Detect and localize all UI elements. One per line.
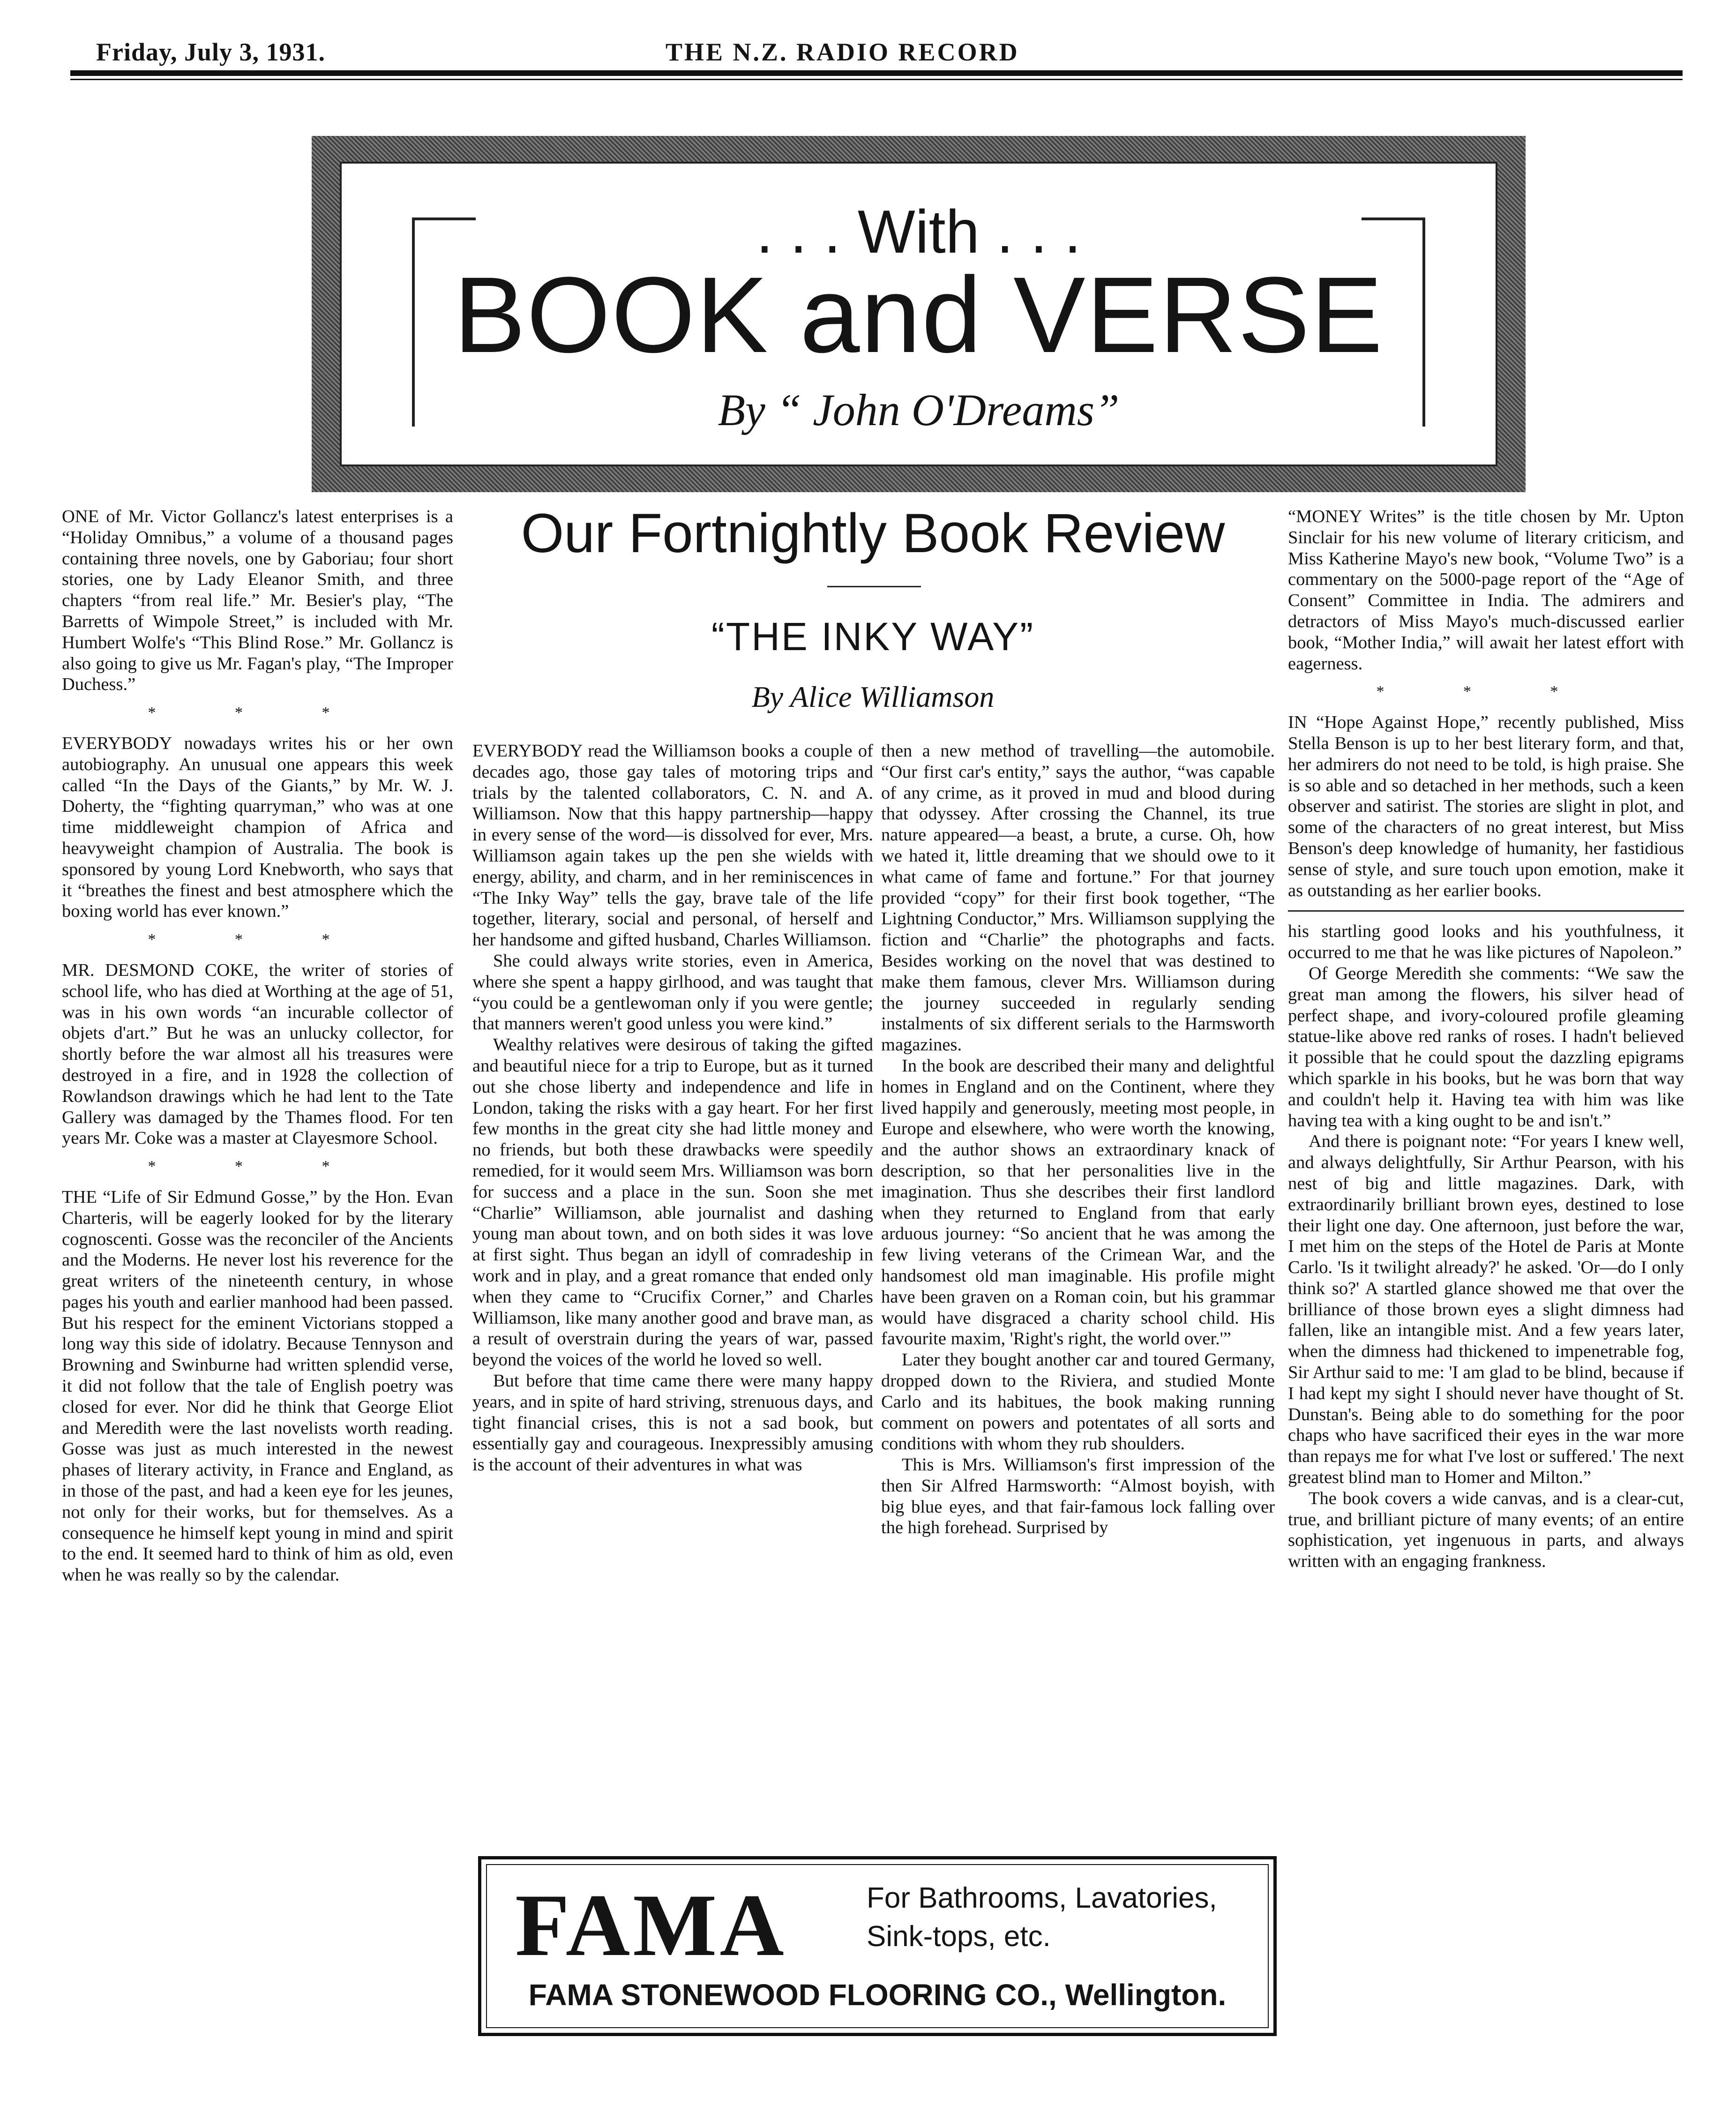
ad-company: FAMA STONEWOOD FLOORING CO., Wellington. (528, 1978, 1227, 2012)
col1-paragraph-1: ONE of Mr. Victor Gollancz's latest enterprises is a “Holiday Omnibus,” a volume of a thousand pages containing three novels, one by Gaboriau; four short stories, one by Lady Eleanor Smith, and three chapters “from real life.” Mr. Besier's play, “The Barretts of Wimpole Street,” is included with Mr. Humbert Wolfe's “This Blind Rose.” Mr. Gollancz is also going to give us Mr. Fagan's play, “The Improper Duchess.” (62, 507, 453, 695)
col3-paragraph-1: then a new method of travelling—the automobile. “Our first car's entity,” says the author, “was capable of any crime, as it proved in mud and blood during that odyssey. After crossing the Channel, its true nature appeared—a beast, a brute, a curse. Oh, how we hated it, little dreaming that we should owe to it what came of fame and fortune.” For that journey provided “copy” for their first book together, “The Lightning Conductor,” Mrs. Williamson supplying the fiction and “Charlie” the photographs and facts. Besides working on the novel that was destined to make them famous, clever Mrs. Williamson during the journey succeeded in regularly sending instalments of six different serials to the Harmsworth magazines. (881, 741, 1275, 1055)
ad-inner-frame (486, 1864, 1269, 2028)
column-2 (472, 741, 873, 1476)
col1-paragraph-3: MR. DESMOND COKE, the writer of stories of school life, who has died at Worthing at the age of 51, was in his own words “an incurable collector of objets d'art.” But he was an unlucky collector, for shortly before the war almost all his treasures were destroyed in a fire, and in 1928 the collection of Rowlandson drawings which he had lent to the Tate Gallery was damaged by the Thames flood. For ten years Mr. Coke was a master at Clayesmore School. (62, 960, 453, 1148)
col3-paragraph-2: In the book are described their many and delightful homes in England and on the Continent, where they lived happily and generously, meeting most people, in Europe and elsewhere, who were worth the knowing, and the author shows an extraordinary knack of description, so that her personalities live in the imagination. Thus she describes their first landlord when they returned to England from that early arduous journey: “So ancient that he was among the few living veterans of the Crimean War, and the handsomest old man imaginable. His profile might have been graven on a Roman coin, but his grammar would have disgraced a charity school child. His favourite maxim, 'Right's right, the world over.'” (881, 1056, 1275, 1349)
col4-paragraph-3: his startling good looks and his youthfulness, it occurred to me that he was like pictures of Napoleon.” (1288, 921, 1684, 963)
separator-stars: * * * (148, 704, 367, 722)
ad-tagline-line-1: For Bathrooms, Lavatories, (867, 1882, 1217, 1914)
review-author: By Alice Williamson (751, 680, 995, 713)
banner-with: . . . With . . . (756, 197, 1081, 266)
banner-title: BOOK and VERSE (454, 255, 1384, 375)
col3-paragraph-4: This is Mrs. Williamson's first impression of the then Sir Alfred Harmsworth: “Almost boyish, with big blue eyes, and that fair-famous lock falling over the high forehead. Surprised by (881, 1455, 1275, 1538)
col1-paragraph-2: EVERYBODY nowadays writes his or her own autobiography. An unusual one appears this week called “In the Days of the Giants,” by Mr. W. J. Doherty, the “fighting quarryman,” who was at one time middleweight champion of Africa and heavyweight champion of Australia. The book is sponsored by young Lord Knebworth, who says that it “breathes the finest and best atmosphere which the boxing world has ever known.” (62, 733, 453, 921)
col2-paragraph-2: She could always write stories, even in America, where she spent a happy girlhood, and was taught that “you could be a gentlewoman only if you were gentle; that manners weren't good unless you were kind.” (472, 951, 873, 1034)
column-4 (1288, 506, 1684, 1572)
newspaper-name: THE N.Z. RADIO RECORD (666, 38, 1019, 66)
col2-paragraph-3: Wealthy relatives were desirous of taking the gifted and beautiful niece for a trip to Europe, but as it turned out she chose liberty and independence and life in London, taking the risks with a gay heart. For her first few months in the great city she had little money and no friends, but both these drawbacks were speedily remedied, for it would seem Mrs. Williamson was born for success and a place in the sun. Soon she met “Charlie” Williamson, able journalist and dashing young man about town, and on both sides it was love at first sight. Thus began an idyll of comradeship in work and in play, and a great romance that ended only when they came to “Crucifix Corner,” and Charles Williamson, like many another good and brave man, as a result of overstrain during the years of war, passed beyond the voices of the world he loved so well. (472, 1035, 873, 1370)
banner-byline: By “ John O'Dreams” (718, 385, 1120, 435)
col4-paragraph-1: “MONEY Writes” is the title chosen by Mr. Upton Sinclair for his new volume of literary criticism, and Miss Katherine Mayo's new book, “Volume Two” is a commentary on the 5000-page report of the “Age of Consent” Committee in India. The admirers and detractors of Miss Mayo's much-discussed earlier book, “Mother India,” will await her latest effort with eagerness. (1288, 507, 1684, 674)
col1-paragraph-4: THE “Life of Sir Edmund Gosse,” by the Hon. Evan Charteris, will be eagerly looked for by the literary cognoscenti. Gosse was the reconciler of the Ancients and the Moderns. He never lost his reverence for the great writers of the nineteenth century, in whose pages his youth and earlier manhood had been passed. But his respect for the eminent Victorians stopped a long way this side of idolatry. Because Tennyson and Browning and Swinburne had written splendid verse, it did not follow that the tale of English poetry was closed for ever. Nor did he think that George Eliot and Meredith were the last novelists worth reading. Gosse was just as much interested in the newest phases of literary activity, in France and England, as in those of the past, and had a keen eye for les jeunes, not only for their works, but for themselves. As a consequence he himself kept young in mind and spirit to the end. It seemed hard to think of him as old, even when he was really so by the calendar. (62, 1187, 453, 1585)
col4-paragraph-6: The book covers a wide canvas, and is a clear-cut, true, and brilliant picture of many events; of an entire sophistication, yet ingenuous in parts, and always written with an engaging frankness. (1288, 1488, 1684, 1572)
column-1 (62, 506, 453, 1586)
col4-paragraph-4: Of George Meredith she comments: “We saw the great man among the flowers, his silver head of perfect shape, and ivory-coloured profile gleaming statue-like above red ranks of roses. I hadn't believed it possible that he could spout the dazzling epigrams which sparkle in his books, but he was born that way and couldn't help it. Having tea with him was like having tea with a king ought to be and isn't.” (1288, 963, 1684, 1131)
col2-paragraph-1: EVERYBODY read the Williamson books a couple of decades ago, those gay tales of motoring trips and trials by the talented collaborators, C. N. and A. Williamson. Now that this happy partnership—happy in every sense of the word—is dissolved for ever, Mrs. Williamson again takes up the pen she wields with energy, ability, and charm, and in her reminiscences in “The Inky Way” tells the gay, brave tale of the life together, literary, social and personal, of herself and her handsome and gifted husband, Charles Williamson. (472, 741, 873, 950)
header-rule (70, 70, 1683, 76)
column-divider (1288, 910, 1684, 912)
ad-tagline-line-2: Sink-tops, etc. (867, 1920, 1051, 1953)
ad-brand: FAMA (515, 1876, 787, 1975)
ad-tagline (867, 1879, 1217, 1956)
banner-frame (340, 162, 1497, 466)
col4-paragraph-2: IN “Hope Against Hope,” recently published, Miss Stella Benson is up to her best literary form, and that, her admirers do not need to be told, is high praise. She is so able and so detached in her methods, such a keen observer and satirist. The stories are slight in plot, and some of the characters of no great interest, but Miss Benson's deep knowledge of humanity, her fastidious sense of style, and sure touch upon emotion, make it as outstanding as her earlier books. (1288, 712, 1684, 900)
issue-date: Friday, July 3, 1931. (96, 38, 326, 66)
col3-paragraph-3: Later they bought another car and toured Germany, dropped down to the Riviera, and studied Monte Carlo and its habitues, the book making running comment on powers and potentates of all sorts and conditions with whom they rub shoulders. (881, 1350, 1275, 1454)
col2-paragraph-4: But before that time came there were many happy years, and in spite of hard striving, strenuous days, and tight financial crises, this is not a sad book, but essentially gay and courageous. Inexpressibly amusing is the account of their adventures in what was (472, 1371, 873, 1475)
fama-advertisement (478, 1856, 1277, 2036)
review-heading: Our Fortnightly Book Review (521, 502, 1225, 564)
separator-stars: * * * (148, 931, 367, 949)
column-3 (881, 741, 1275, 1538)
book-title: “THE INKY WAY” (711, 614, 1035, 659)
col4-paragraph-5: And there is poignant note: “For years I knew well, and always delightfully, Sir Arthur Pearson, with his nest of big and little magazines. Dark, with extraordinarily brilliant brown eyes, destined to lose their light one day. One afternoon, just before the war, I met him on the steps of the Hotel de Paris at Monte Carlo. 'Is it twilight already?' he asked. 'Or—do I only think so?' A startled glance showed me that over the brilliance of those brown eyes a slight dimness had fallen, like an intangible mist. And a few years later, when the dimness had thickened to impenetrable fog, Sir Arthur said to me: 'I am glad to be blind, because if I had kept my sight I should never have thought of St. Dunstan's. Being able to do something for the poor chaps who have sacrificed their eyes in the war more than repays me for what I've lost or suffered.' The next greatest blind man to Homer and Milton.” (1288, 1131, 1684, 1488)
column-banner (312, 136, 1526, 492)
separator-stars: * * * (1376, 683, 1596, 701)
separator-stars: * * * (148, 1158, 367, 1176)
header-rule-thin (70, 79, 1683, 80)
heading-divider (827, 586, 921, 587)
